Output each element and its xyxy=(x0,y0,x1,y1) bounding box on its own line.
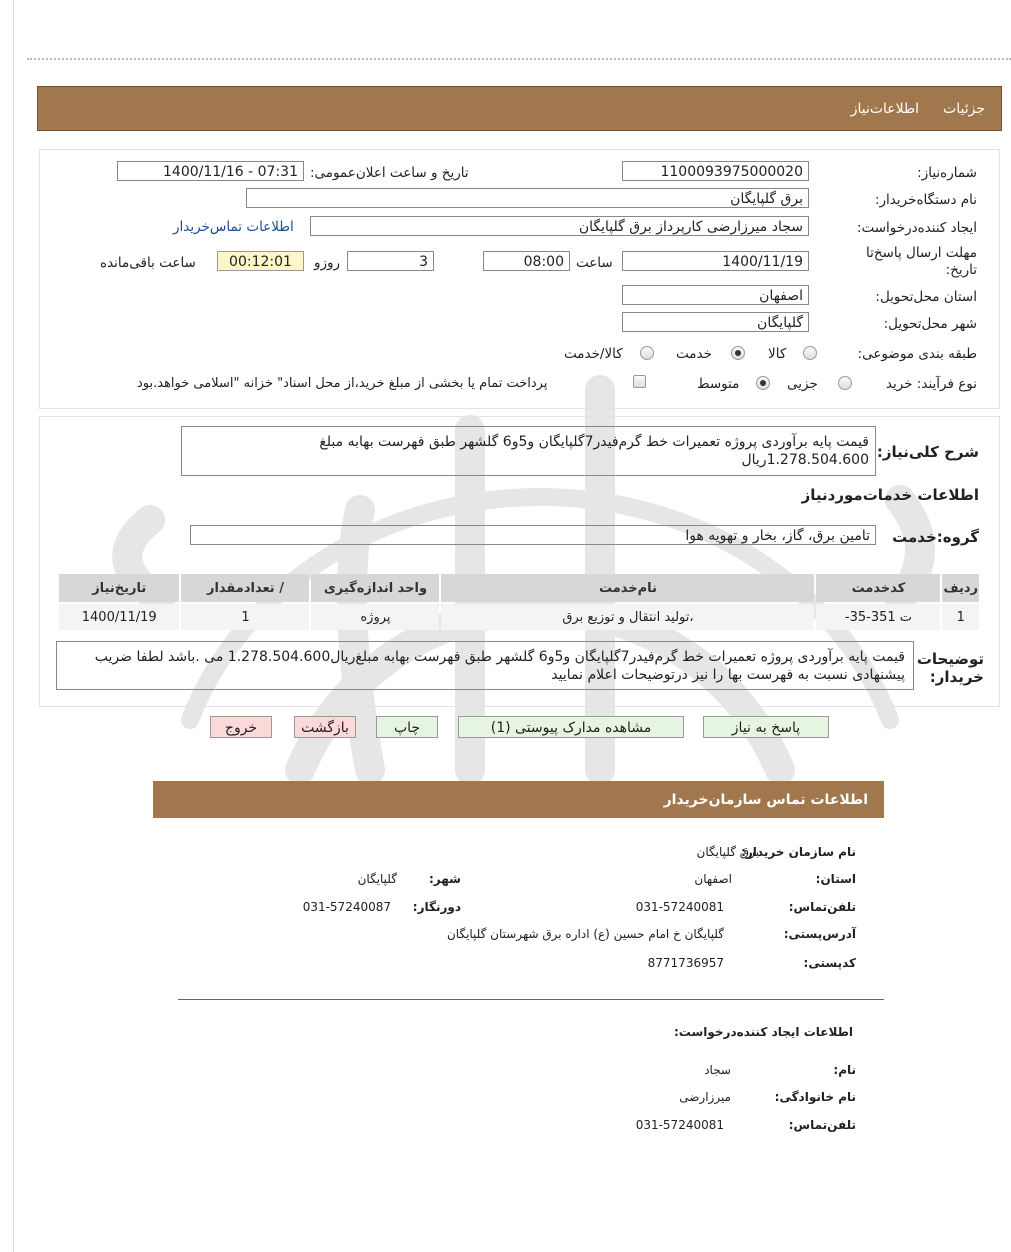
summary-label: شرح کلی‌نیاز: xyxy=(876,443,979,461)
cell-need-date: 1400/11/19 xyxy=(59,604,179,630)
time-label: ساعت xyxy=(576,255,613,271)
contact-phone-label: تلفن‌تماس: xyxy=(788,900,856,914)
announce-label: تاریخ و ساعت اعلان‌عمومی: xyxy=(310,165,469,181)
city-field: گلپایگان xyxy=(622,312,809,332)
payment-checkbox[interactable] xyxy=(633,375,646,388)
contact-org: برق گلپایگان xyxy=(696,845,759,859)
days-field: 3 xyxy=(347,251,434,271)
cell-row: 1 xyxy=(942,604,979,630)
cell-service-code: ت 351-35- xyxy=(816,604,940,630)
contact-province-label: استان: xyxy=(815,872,856,886)
creator-label: ایجاد کننده‌درخواست: xyxy=(856,220,977,236)
exit-button[interactable]: خروج xyxy=(210,716,272,738)
contact-city-label: شهر: xyxy=(429,872,461,886)
option-medium-label: متوسط xyxy=(697,376,740,392)
col-row: ردیف xyxy=(942,574,979,602)
col-service-code: کدخدمت xyxy=(816,574,940,602)
need-number-label: شماره‌نیاز: xyxy=(917,165,977,181)
days-label: روزو xyxy=(314,255,341,271)
print-button[interactable]: چاپ xyxy=(376,716,438,738)
tab-details[interactable]: جزئیات xyxy=(943,101,985,117)
need-number-field: 1100093975000020 xyxy=(622,161,809,181)
option-service-label: خدمت xyxy=(676,346,712,362)
contact-fax: 031-57240087 xyxy=(302,900,391,914)
creator-phone-label: تلفن‌تماس: xyxy=(788,1118,856,1132)
radio-goods[interactable] xyxy=(803,346,817,360)
contact-address-label: آدرس‌پستی: xyxy=(783,927,856,941)
contact-org-label: نام سازمان خریدار: xyxy=(741,845,856,859)
option-goods-label: کالا xyxy=(768,346,787,362)
cell-service-name: ،تولید انتقال و توزیع برق xyxy=(441,604,814,630)
creator-name-label: نام: xyxy=(833,1063,856,1077)
contact-title: اطلاعات تماس سازمان‌خریدار xyxy=(663,792,868,808)
contact-city: گلپایگان xyxy=(357,872,397,886)
radio-goods-service[interactable] xyxy=(640,346,654,360)
contact-postal: 8771736957 xyxy=(647,956,724,970)
col-need-date: تاریخ‌نیاز xyxy=(59,574,179,602)
radio-medium[interactable] xyxy=(756,376,770,390)
radio-service[interactable] xyxy=(731,346,745,360)
process-label: نوع فرآیند: خرید xyxy=(885,376,977,392)
deadline-label: مهلت ارسال پاسخ‌تا تاریخ: xyxy=(865,245,977,278)
creator-phone: 031-57240081 xyxy=(635,1118,724,1132)
summary-box: قیمت پایه برآوردی پروژه تعمیرات خط گرم‌فیدر7گلپایگان و5و6 گلشهر طبق فهرست بهابه مبلغ 1.278.504.600ریال xyxy=(181,426,876,476)
creator-info-title: اطلاعات ایجاد کننده‌درخواست: xyxy=(673,1025,853,1039)
col-unit: واحد اندازه‌گیری xyxy=(311,574,439,602)
remaining-time-field: 00:12:01 xyxy=(217,251,304,271)
creator-field: سجاد میرزارضی کارپرداز برق گلپایگان xyxy=(310,216,809,236)
deadline-time-field: 08:00 xyxy=(483,251,570,271)
page-left-border xyxy=(13,0,14,1252)
category-label: طبقه بندی موضوعی: xyxy=(857,346,977,362)
contact-address: گلپایگان خ امام حسین (ع) اداره برق شهرستان گلپایگان xyxy=(446,927,724,941)
option-minor-label: جزیی xyxy=(787,376,818,392)
announce-field: 1400/11/16 - 07:31 xyxy=(117,161,304,181)
creator-family: میرزارضی xyxy=(679,1090,731,1104)
respond-button[interactable]: پاسخ به نیاز xyxy=(703,716,829,738)
cell-unit: پروژه xyxy=(311,604,439,630)
buyer-contact-link[interactable]: اطلاعات تماس‌خریدار xyxy=(173,219,294,235)
details-header xyxy=(37,86,1002,131)
services-table xyxy=(57,572,981,632)
remaining-label: ساعت باقی‌مانده xyxy=(100,255,196,271)
buyer-notes-box: قیمت پایه برآوردی پروژه تعمیرات خط گرم‌فیدر7گلپایگان و5و6 گلشهر طبق فهرست بهابه مبلغ‌ریال1.278.504.600 می .باشد لطفا ضریب پیشنهادی نسبت به فهرست بها را نیز درتوضیحات اعلام نمایید xyxy=(56,641,914,690)
view-attachments-button[interactable]: مشاهده مدارک پیوستی (1) xyxy=(458,716,684,738)
group-label: گروه:خدمت xyxy=(892,528,979,546)
contact-province: اصفهان xyxy=(694,872,732,886)
contact-header xyxy=(153,781,884,818)
contact-postal-label: کدپستی: xyxy=(803,956,856,970)
radio-minor[interactable] xyxy=(838,376,852,390)
cell-quantity: 1 xyxy=(181,604,309,630)
city-label: شهر محل‌تحویل: xyxy=(883,316,977,332)
back-button[interactable]: بازگشت xyxy=(294,716,356,738)
option-goods-service-label: کالا/خدمت xyxy=(564,346,623,362)
contact-fax-label: دورنگار: xyxy=(412,900,461,914)
payment-note: پرداخت تمام یا بخشی از مبلغ خرید،از محل اسناد" خزانه "اسلامی خواهد.بود xyxy=(137,376,548,391)
buyer-notes-label: توضیحات خریدار: xyxy=(916,650,984,686)
deadline-date-field: 1400/11/19 xyxy=(622,251,809,271)
province-label: استان محل‌تحویل: xyxy=(875,289,977,305)
col-service-name: نام‌خدمت xyxy=(441,574,814,602)
table-row xyxy=(59,604,979,630)
buyer-org-label: نام دستگاه‌خریدار: xyxy=(874,192,977,208)
province-field: اصفهان xyxy=(622,285,809,305)
services-title: اطلاعات خدمات‌موردنیاز xyxy=(801,486,979,504)
buyer-org-field: برق گلپایگان xyxy=(246,188,809,208)
contact-phone: 031-57240081 xyxy=(635,900,724,914)
group-field: تامین برق، گاز، بخار و تهویه هوا xyxy=(190,525,876,545)
col-quantity: / تعدادمقدار xyxy=(181,574,309,602)
creator-family-label: نام خانوادگی: xyxy=(774,1090,856,1104)
contact-divider xyxy=(178,999,884,1000)
dotted-divider xyxy=(27,58,1011,60)
tab-need-info[interactable]: اطلاعات‌نیاز xyxy=(850,101,920,117)
creator-name: سجاد xyxy=(704,1063,731,1077)
